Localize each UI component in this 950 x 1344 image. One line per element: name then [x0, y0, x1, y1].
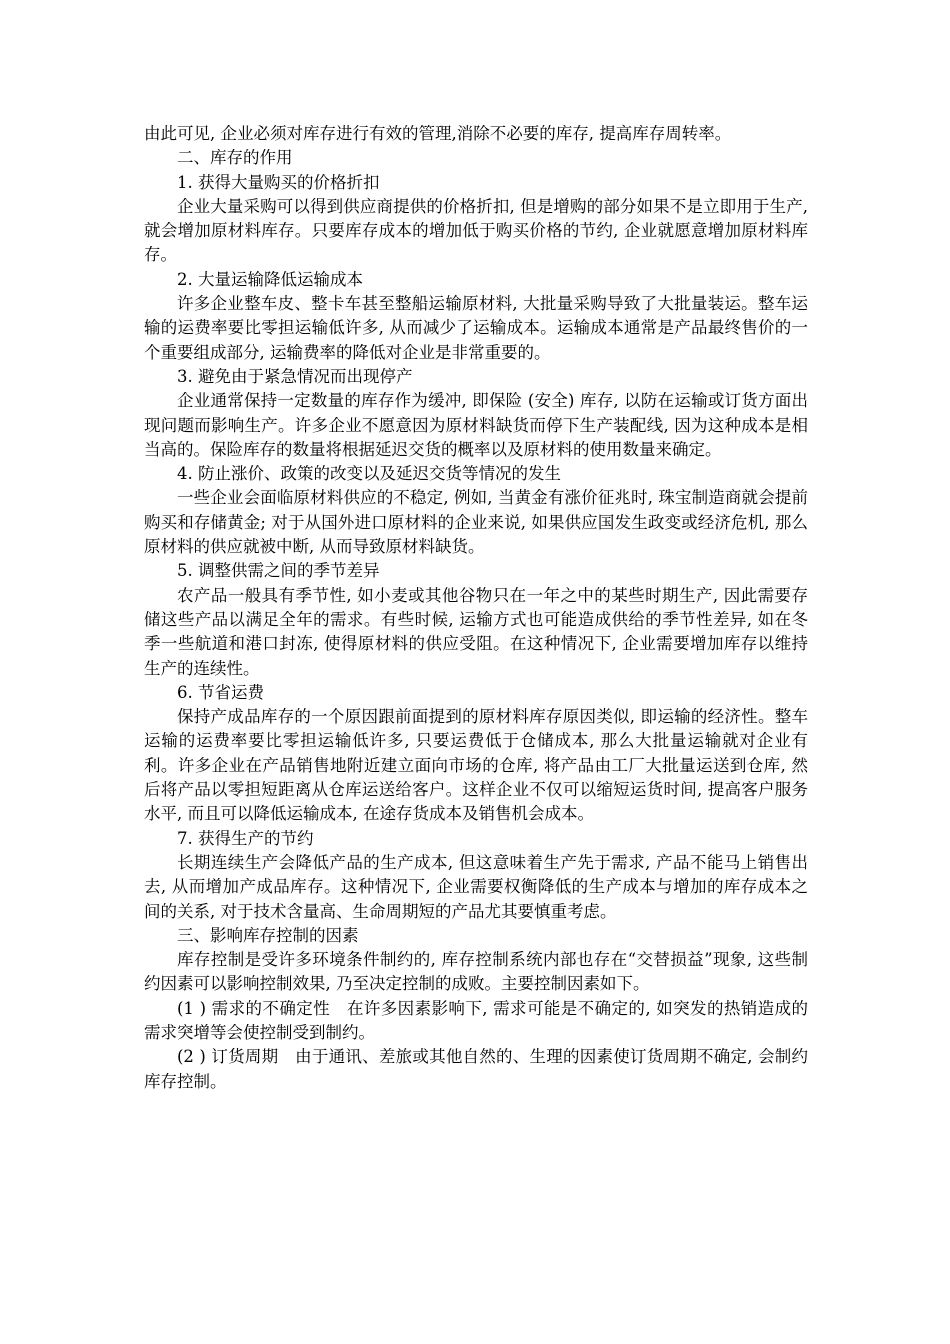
section-heading-control-factors: 三、影响库存控制的因素	[177, 925, 359, 945]
paragraph-freight: 保持产成品库存的一个原因跟前面提到的原材料库存原因类似, 即运输的经济性。整车运输的运费率要比零担运输低许多, 只要运费低于仓储成本, 那么大批量运输就对企业有利。许多企业在产品销售地附近建立面向市场的仓库, 将产品由工厂大批量运送到仓库, 然后将产品以零担短距离从仓库运送给客户。这样企业不仅可以缩短运货时间, 提高客户服务水平, 而且可以降低运输成本, 在途存货成本及销售机会成本。	[144, 707, 808, 824]
paragraph-transport-cost: 许多企业整车皮、整卡车甚至整船运输原材料, 大批量采购导致了大批量装运。整车运输的运费率要比零担运输低许多, 从而减少了运输成本。运输成本通常是产品最终售价的一个重要组成部分, 运输费率的降低对企业是非常重要的。	[144, 294, 808, 362]
subheading-transport-cost: 2. 大量运输降低运输成本	[177, 269, 363, 289]
paragraph-price-discount: 企业大量采购可以得到供应商提供的价格折扣, 但是增购的部分如果不是立即用于生产, 就会增加原材料库存。只要库存成本的增加低于购买价格的节约, 企业就愿意增加原材料库存。	[144, 196, 808, 265]
paragraph-conclusion: 由此可见, 企业必须对库存进行有效的管理,消除不必要的库存, 提高库存周转率。	[144, 124, 732, 143]
subheading-price-policy: 4. 防止涨价、政策的改变以及延迟交货等情况的发生	[177, 464, 561, 484]
document-body	[144, 122, 808, 1094]
subheading-avoid-shutdown: 3. 避免由于紧急情况而出现停产	[177, 366, 413, 386]
paragraph-control-factors: 库存控制是受许多环境条件制约的, 库存控制系统内部也存在“交替损益”现象, 这些制约因素可以影响控制效果, 乃至决定控制的成败。主要控制因素如下。	[144, 950, 808, 994]
paragraph-avoid-shutdown: 企业通常保持一定数量的库存作为缓冲, 即保险 (安全) 库存, 以防在运输或订货方面出现问题而影响生产。许多企业不愿意因为原材料缺货而停下生产装配线, 因为这种成本是相当高的。保险库存的数量将根据延迟交货的概率以及原材料的使用数量来确定。	[144, 391, 808, 459]
subheading-production: 7. 获得生产的节约	[177, 828, 314, 848]
list-item-demand-uncertainty: (1 ) 需求的不确定性 在许多因素影响下, 需求可能是不确定的, 如突发的热销造成的需求突增等会使控制受到制约。	[144, 998, 808, 1042]
section-heading-inventory-role: 二、库存的作用	[177, 148, 293, 168]
subheading-seasonal: 5. 调整供需之间的季节差异	[177, 561, 380, 581]
paragraph-price-policy: 一些企业会面临原材料供应的不稳定, 例如, 当黄金有涨价征兆时, 珠宝制造商就会提前购买和存储黄金; 对于从国外进口原材料的企业来说, 如果供应国发生政变或经济危机, 那么原材料的供应就被中断, 从而导致原材料缺货。	[144, 488, 808, 557]
paragraph-seasonal: 农产品一般具有季节性, 如小麦或其他谷物只在一年之中的某些时期生产, 因此需要存储这些产品以满足全年的需求。有些时候, 运输方式也可能造成供给的季节性差异, 如在冬季一些航道和港口封冻, 使得原材料的供应受阻。在这种情况下, 企业需要增加库存以维持生产的连续性。	[144, 585, 808, 678]
list-item-order-cycle: (2 ) 订货周期 由于通讯、差旅或其他自然的、生理的因素使订货周期不确定, 会制约库存控制。	[144, 1047, 808, 1091]
subheading-price-discount: 1. 获得大量购买的价格折扣	[177, 172, 380, 192]
paragraph-production: 长期连续生产会降低产品的生产成本, 但这意味着生产先于需求, 产品不能马上销售出去, 从而增加产成品库存。这种情况下, 企业需要权衡降低的生产成本与增加的库存成本之间的关系, 对于技术含量高、生命周期短的产品尤其要慎重考虑。	[144, 852, 808, 921]
subheading-freight: 6. 节省运费	[177, 682, 264, 702]
